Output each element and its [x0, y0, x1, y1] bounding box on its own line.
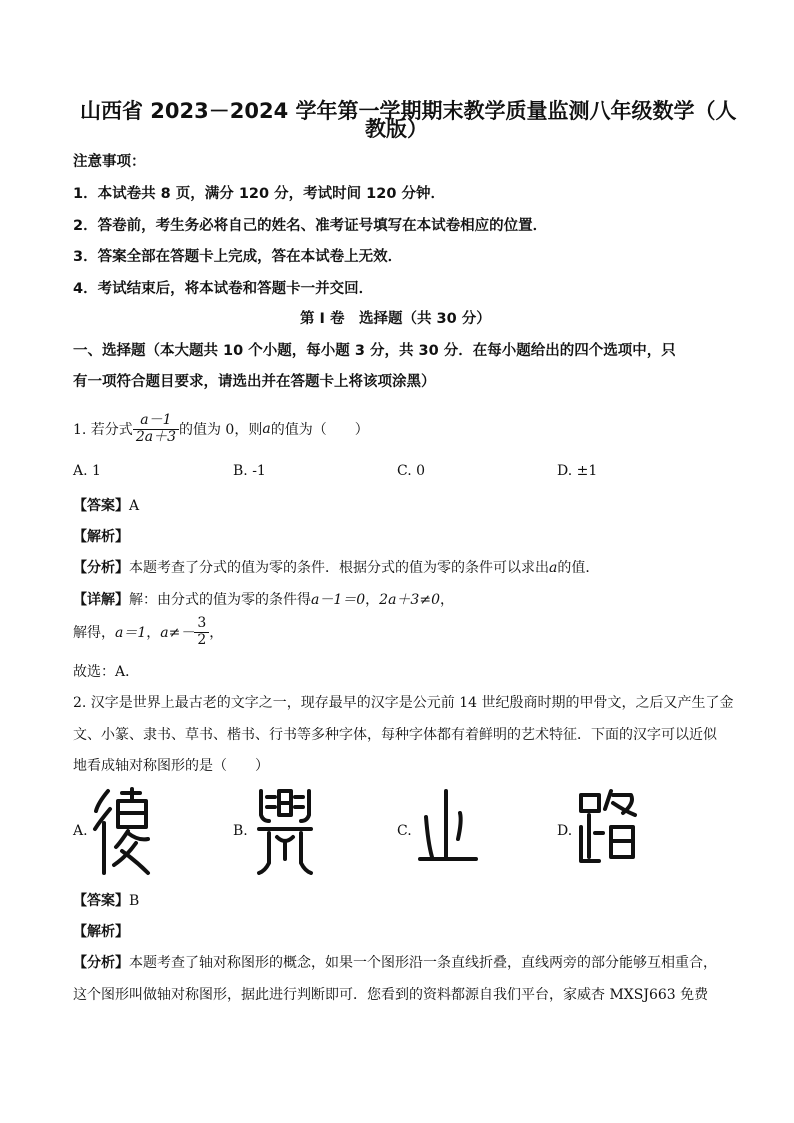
q1-fenxi-var: a: [549, 560, 558, 576]
q1-option-b: B. -1: [233, 463, 266, 479]
q2-answer-tag: 【答案】: [73, 893, 129, 909]
notes-heading: 注意事项：: [73, 154, 146, 170]
q2-fenxi-text: 本题考查了轴对称图形的概念，如果一个图形沿一条直线折叠，直线两旁的部分能够互相重合，: [129, 955, 717, 971]
q2-line1: 2. 汉字是世界上最古老的文字之一，现存最早的汉字是公元前 14 世纪殷商时期的甲骨文，之后又产生了金: [73, 695, 734, 711]
q1-fraction: [133, 413, 179, 445]
part-title: 第 I 卷 选择题（共 30 分）: [300, 311, 491, 327]
q2-line2: 文、小篆、隶书、草书、楷书、行书等多种字体，每种字体都有着鲜明的艺术特征．下面的汉字可以近似: [73, 727, 717, 743]
q1-fenxi: [73, 557, 599, 577]
notes-item-2: 2．答卷前，考生务必将自己的姓名、准考证号填写在本试卷相应的位置．: [73, 218, 548, 234]
q1-prefix: 1. 若分式: [73, 422, 133, 438]
q1-frac-den: 2a＋3: [133, 429, 179, 445]
q1-answer-value: A: [129, 498, 140, 514]
q1-option-d: D. ±1: [557, 463, 598, 479]
q1-analysis-tag: 【解析】: [73, 529, 129, 545]
section-heading-line2: 有一项符合题目要求，请选出并在答题卡上将该项涂黑）: [73, 374, 436, 390]
notes-item-4: 4．考试结束后，将本试卷和答题卡一并交回．: [73, 281, 374, 297]
q2-line3: 地看成轴对称图形的是（ ）: [73, 758, 269, 774]
q1-choose: 故选：A．: [73, 664, 140, 680]
q1-sol2-fraction: $\frac{3}{2}$: [194, 616, 209, 648]
q1-answer: [73, 495, 139, 515]
section-heading-line1: 一、选择题（本大题共 10 个小题，每小题 3 分，共 30 分．在每小题给出的四个选项中，只: [73, 343, 676, 359]
q2-answer: [73, 890, 139, 910]
q1-fenxi-text: 本题考查了分式的值为零的条件．根据分式的值为零的条件可以求出: [129, 560, 549, 576]
notes-item-1: 1．本试卷共 8 页，满分 120 分，考试时间 120 分钟．: [73, 186, 445, 202]
q1-sol2-prefix: a≠－: [160, 625, 195, 641]
q2-fenxi-line1: [73, 952, 717, 972]
q1-frac-num: a－1: [140, 412, 172, 429]
q1-fenxi-tag: 【分析】: [73, 560, 129, 576]
q1-eq1: a－1＝0: [311, 592, 366, 608]
q1-solve-prefix: 解得，: [73, 625, 115, 641]
q1-option-c: C. 0: [397, 463, 426, 479]
q1-fenxi-end: 的值．: [557, 560, 600, 576]
q2-analysis-tag: 【解析】: [73, 924, 129, 940]
seal-glyph-b-image: [255, 785, 315, 875]
q1-solution: 解得， a＝1 ， a≠－ $\frac{3}{2}$ ，: [73, 615, 224, 648]
seal-glyph-d-image: [577, 787, 639, 869]
q2-option-c-label: C.: [397, 823, 412, 839]
q2-option-d-label: D.: [557, 823, 573, 839]
q2-fenxi-tag: 【分析】: [73, 955, 129, 971]
q1-suffix-a: 的值为 0，则: [178, 422, 263, 438]
q1-detail: 【详解】解：由分式的值为零的条件得a－1＝0，2a＋3≠0，: [73, 592, 454, 608]
q1-detail-text: 解：由分式的值为零的条件得: [129, 592, 311, 608]
q2-option-b-label: B.: [233, 823, 248, 839]
seal-glyph-c-image: [418, 787, 478, 877]
seal-glyph-a-image: [92, 787, 152, 877]
q1-option-a: A. 1: [73, 463, 101, 479]
q1-stem: [73, 404, 369, 454]
doc-title-line2: 教版）: [365, 117, 428, 141]
q1-suffix-b: 的值为（ ）: [270, 422, 369, 438]
q1-detail-tag: 【详解】: [73, 592, 129, 608]
q2-option-a-label: A.: [73, 823, 88, 839]
notes-item-3: 3．答案全部在答题卡上完成，答在本试卷上无效．: [73, 249, 403, 265]
q1-answer-tag: 【答案】: [73, 498, 129, 514]
q2-fenxi-line2: 这个图形叫做轴对称图形，据此进行判断即可．您看到的资料都源自我们平台，家威杏 MXSJ663 免费: [73, 987, 709, 1003]
q1-sol1: a＝1: [115, 625, 147, 641]
q1-eq2: 2a＋3≠0: [379, 592, 440, 608]
doc-title-line1: 山西省 2023－2024 学年第一学期期末教学质量监测八年级数学（人: [80, 99, 737, 123]
q1-var: a: [262, 421, 271, 437]
q2-answer-value: B: [129, 893, 140, 909]
